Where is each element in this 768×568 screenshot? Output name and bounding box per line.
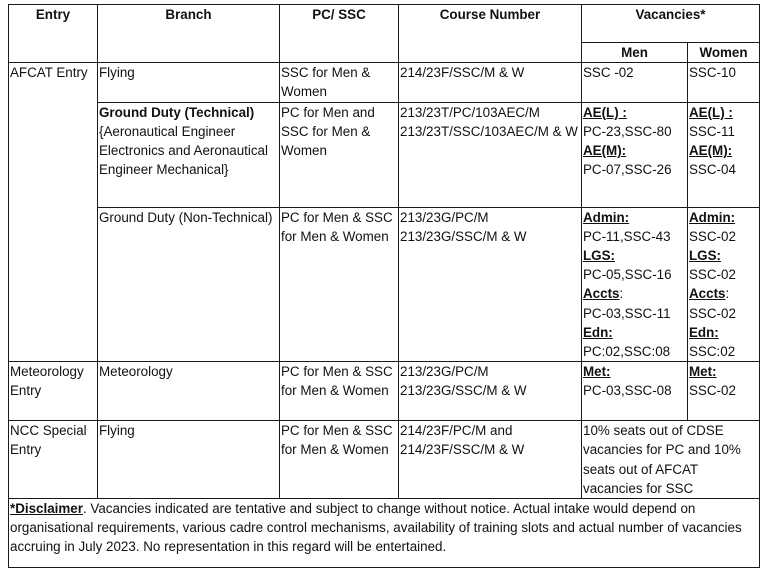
vacancy-label: Admin: [583,209,630,225]
course-number-cell [399,63,582,102]
vacancy-label: Met: [689,364,717,380]
vacancy-label: AE(L) : [583,104,627,120]
pc-ssc-cell: SSC for Men & Women [280,63,399,102]
table-row [9,207,760,362]
vacancy-value: SSC-02 [689,383,736,399]
vacancy-label: Admin: [689,209,736,225]
women-vacancy-cell [688,63,760,102]
vacancy-label: AE(M): [583,143,627,159]
disclaimer-label: *Disclaimer [10,501,83,517]
course-number: 213/23G/SSC/M & W [400,228,527,244]
combined-vacancy-cell: 10% seats out of CDSE vacancies for PC and 10% seats out of AFCAT vacancies for SSC [582,421,760,499]
vacancy-value: PC-11,SSC-43 [583,228,671,244]
header-course-number: Course Number [399,5,582,63]
vacancy-value: SSC-02 [689,305,736,321]
vacancy-value: PC-23,SSC-80 [583,123,672,139]
table-row [9,63,760,102]
course-number-cell [399,421,582,499]
pc-ssc-cell: PC for Men & SSC for Men & Women [280,421,399,499]
vacancy-label: LGS: [689,248,721,264]
vacancy-value: PC-05,SSC-16 [583,267,672,283]
men-vacancy-cell [582,102,688,207]
pc-ssc-cell: PC for Men and SSC for Men & Women [280,102,399,207]
men-vacancy-cell [582,362,688,421]
course-number: 214/23F/PC/M and [400,423,513,439]
vacancy-value: PC-03,SSC-11 [583,305,671,321]
women-vacancy-cell [688,207,760,362]
disclaimer-cell [9,499,760,568]
header-entry: Entry [9,5,98,63]
vacancy-label: Accts [689,286,726,302]
disclaimer-row [9,499,760,568]
branch-cell: Meteorology [98,362,280,421]
vacancy-label: AE(M): [689,143,733,159]
pc-ssc-cell: PC for Men & SSC for Men & Women [280,207,399,362]
entry-cell: AFCAT Entry [9,63,98,362]
header-vacancies: Vacancies* [582,5,760,43]
vacancies-table [8,4,760,568]
women-vacancy-cell [688,102,760,207]
course-number: 214/23F/SSC/M & W [400,442,525,458]
branch-cell: Flying [98,421,280,499]
vacancy-value: PC-07,SSC-26 [583,162,672,178]
branch-cell [98,102,280,207]
vacancy-value: PC-03,SSC-08 [583,383,672,399]
vacancy-label: Edn: [583,324,613,340]
vacancy-value: SSC-04 [689,162,736,178]
course-number-cell [399,207,582,362]
branch-detail: {Aeronautical Engineer Electronics and Aeronautical Engineer Mechanical} [99,123,268,178]
entry-cell: NCC Special Entry [9,421,98,499]
vacancy-value: SSC-11 [689,123,735,139]
course-number-cell [399,102,582,207]
header-men: Men [582,43,688,63]
vacancy-label: Edn: [689,324,719,340]
label-colon: : [725,286,730,302]
pc-ssc-cell: PC for Men & SSC for Men & Women [280,362,399,421]
course-number: 214/23F/SSC/M & W [400,65,525,81]
vacancy-value: SSC-02 [689,267,736,283]
course-number: 213/23T/PC/103AEC/M [400,104,540,120]
course-number: 213/23T/SSC/103AEC/M & W [400,123,578,139]
course-number: 213/23G/PC/M [400,364,489,380]
course-number: 213/23G/SSC/M & W [400,383,527,399]
vacancy-value: SSC-10 [689,65,736,81]
table-row [9,362,760,421]
men-vacancy-cell [582,63,688,102]
vacancy-value: SSC -02 [583,65,634,81]
label-colon: : [619,286,624,302]
course-number-cell [399,362,582,421]
vacancy-value: SSC:02 [689,344,736,360]
disclaimer-text: . Vacancies indicated are tentative and subject to change without notice. Actual intake would depend on organisational requirements, various cadre control mechanisms, availability of training slots and actual number of vacancies accruing in July 2023. No representation in this regard will be entertained. [10,501,742,555]
course-number: 213/23G/PC/M [400,209,489,225]
women-vacancy-cell [688,362,760,421]
vacancy-label: AE(L) : [689,104,733,120]
vacancy-value: PC:02,SSC:08 [583,344,671,360]
vacancy-label: LGS: [583,248,615,264]
header-pc-ssc: PC/ SSC [280,5,399,63]
branch-title: Ground Duty (Technical) [99,104,255,120]
branch-cell: Flying [98,63,280,102]
table-row [9,421,760,499]
vacancy-label: Accts [583,286,620,302]
entry-cell: Meteorology Entry [9,362,98,421]
vacancy-label: Met: [583,364,611,380]
header-row [9,5,760,43]
branch-cell: Ground Duty (Non-Technical) [98,207,280,362]
vacancy-value: SSC-02 [689,228,736,244]
header-branch: Branch [98,5,280,63]
header-women: Women [688,43,760,63]
men-vacancy-cell [582,207,688,362]
table-row [9,102,760,207]
